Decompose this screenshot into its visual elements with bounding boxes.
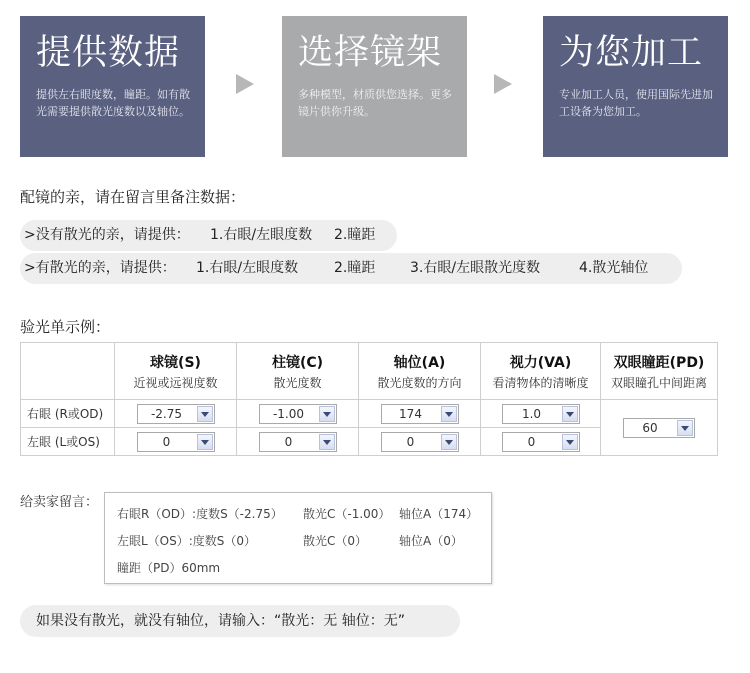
column-title: 双眼瞳距(PD): [613, 354, 705, 371]
cylinder-select-right[interactable]: [259, 404, 337, 424]
message-segment: 轴位A（0）: [399, 534, 463, 548]
select-value: 0: [284, 434, 293, 449]
prescription-table: [20, 342, 718, 456]
astigmatism-pill: [20, 253, 682, 284]
step-description: 多种模型，材质供您选择。更多镜片供你升级。: [298, 88, 452, 118]
va-select-right[interactable]: [502, 404, 580, 424]
select-value: 1.0: [521, 406, 542, 421]
pd-cell: [601, 400, 718, 456]
pill-item: 2.瞳距: [334, 227, 376, 243]
message-segment: 轴位A（174）: [399, 507, 479, 521]
pill-lead: >没有散光的亲，请提供：: [24, 227, 190, 243]
column-subtitle: 近视或远视度数: [133, 375, 218, 390]
va-select-left[interactable]: [502, 432, 580, 452]
pill-item: 2.瞳距: [334, 260, 376, 276]
chevron-down-icon[interactable]: [197, 434, 213, 450]
intro-heading: 配镜的亲，请在留言里备注数据：: [20, 188, 246, 206]
column-title: 球镜(S): [150, 354, 201, 371]
message-segment: 散光C（-1.00）: [303, 507, 391, 521]
step-title: 提供数据: [36, 33, 181, 73]
arrow-right-icon: [236, 74, 254, 94]
chevron-down-icon[interactable]: [562, 406, 578, 422]
chevron-down-icon[interactable]: [677, 420, 693, 436]
column-subtitle: 散光度数: [273, 375, 322, 390]
header-sphere: [115, 343, 237, 400]
message-line-right-eye: [117, 501, 491, 528]
select-value: -1.00: [272, 406, 305, 421]
message-segment: 右眼R（OD）:度数S（-2.75）: [117, 507, 283, 521]
message-box: [104, 492, 492, 584]
pd-select[interactable]: [623, 418, 695, 438]
sphere-select-left[interactable]: [137, 432, 215, 452]
chevron-down-icon[interactable]: [562, 434, 578, 450]
column-title: 柱镜(C): [271, 354, 324, 371]
axis-select-left[interactable]: [381, 432, 459, 452]
column-subtitle: 看清物体的清晰度: [492, 375, 589, 390]
select-value: 0: [527, 434, 536, 449]
header-empty-cell: [21, 343, 115, 400]
va-cell: [481, 400, 601, 428]
chevron-down-icon[interactable]: [319, 434, 335, 450]
pill-item: 1.右眼/左眼度数: [210, 227, 313, 243]
sphere-select-right[interactable]: [137, 404, 215, 424]
select-value: -2.75: [150, 406, 183, 421]
table-header-row: [21, 343, 718, 400]
step-description: 专业加工人员，使用国际先进加工设备为您加工。: [559, 88, 713, 118]
cylinder-select-left[interactable]: [259, 432, 337, 452]
no-astigmatism-note: 如果没有散光，就没有轴位，请输入：“散光：无 轴位：无”: [20, 605, 460, 637]
pill-item: 3.右眼/左眼散光度数: [410, 260, 541, 276]
select-value: 0: [162, 434, 171, 449]
header-visual-acuity: [481, 343, 601, 400]
column-subtitle: 双眼瞳孔中间距离: [610, 375, 707, 390]
chevron-down-icon[interactable]: [197, 406, 213, 422]
step-title: 为您加工: [559, 33, 704, 73]
step-description: 提供左右眼度数，瞳距。如有散光需要提供散光度数以及轴位。: [36, 88, 190, 118]
axis-cell: [359, 428, 481, 456]
chevron-down-icon[interactable]: [441, 406, 457, 422]
chevron-down-icon[interactable]: [319, 406, 335, 422]
header-axis: [359, 343, 481, 400]
row-label: 右眼 (R或OD): [21, 400, 115, 428]
arrow-right-icon: [494, 74, 512, 94]
cylinder-cell: [237, 400, 359, 428]
row-label: 左眼 (L或OS): [21, 428, 115, 456]
example-heading: 验光单示例：: [20, 318, 111, 336]
message-segment: 散光C（0）: [303, 534, 368, 548]
select-value: 0: [406, 434, 415, 449]
pill-item: 4.散光轴位: [579, 260, 649, 276]
message-label: 给卖家留言：: [20, 495, 99, 510]
select-value: 174: [399, 406, 422, 421]
header-cylinder: [237, 343, 359, 400]
axis-select-right[interactable]: [381, 404, 459, 424]
sphere-cell: [115, 400, 237, 428]
pill-item: 1.右眼/左眼度数: [196, 260, 299, 276]
step-card-provide-data: [20, 16, 205, 157]
pill-lead: >有散光的亲，请提供：: [24, 260, 176, 276]
no-astigmatism-pill: [20, 220, 397, 251]
table-row-right-eye: [21, 400, 718, 428]
step-card-processing: [543, 16, 728, 157]
message-line-left-eye: [117, 528, 491, 555]
column-subtitle: 散光度数的方向: [377, 375, 462, 390]
va-cell: [481, 428, 601, 456]
chevron-down-icon[interactable]: [441, 434, 457, 450]
message-segment: 瞳距（PD）60mm: [117, 561, 221, 575]
header-pd: [601, 343, 718, 400]
message-segment: 左眼L（OS）:度数S（0）: [117, 534, 257, 548]
sphere-cell: [115, 428, 237, 456]
column-title: 视力(VA): [509, 354, 572, 371]
message-line-pd: [117, 555, 491, 582]
select-value: 60: [642, 420, 658, 435]
cylinder-cell: [237, 428, 359, 456]
step-card-choose-frame: [282, 16, 467, 157]
axis-cell: [359, 400, 481, 428]
step-title: 选择镜架: [298, 33, 443, 73]
column-title: 轴位(A): [393, 354, 446, 371]
